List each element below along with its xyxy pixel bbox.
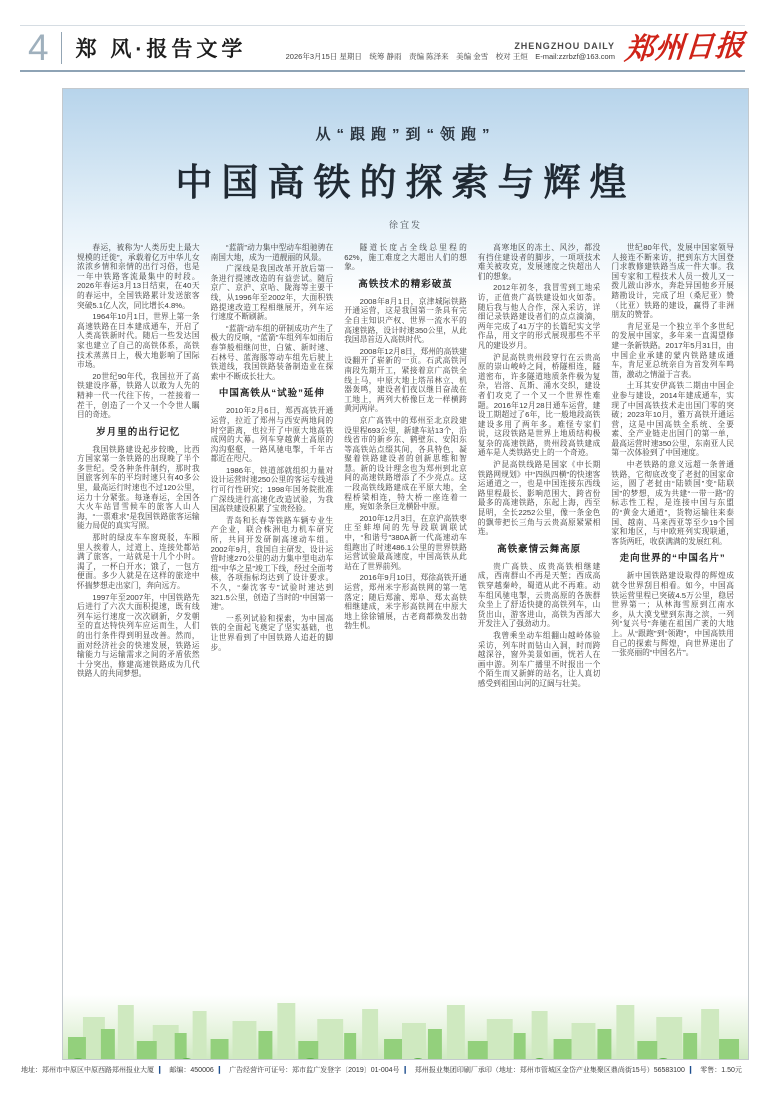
body-paragraph: 京广高铁中的郑州至北京段建设里程693公里，新建车站13个，沿线省市的新乡东、鹤壁东、安阳东等高铁站点缀其间，各具特色，凝聚着铁路建设者的创新思维和智慧。新的设计理念也为郑州到北京间的高速铁路增添了不少亮点。这一段高铁线路建成在平原大地，全程桥梁相连，特大桥一座连着一座，宛如条条巨龙横卧中原。 [344, 415, 467, 512]
article-column [478, 243, 601, 981]
paper-name-en: ZHENGZHOU DAILY [514, 40, 615, 51]
body-paragraph: 那时的绿皮车车窗斑驳，车厢里人挨着人，过道上、连接处都站满了旅客，一站就是十几个小时。渴了，一杯白开水；饿了，一包方便面。多少人就是在这样的旅途中怀揣梦想走出家门，奔向远方。 [77, 533, 200, 590]
title-block [63, 89, 748, 237]
body-paragraph: 隧道长度占全线总里程的62%，施工难度之大超出人们的想象。 [344, 243, 467, 272]
article-column [611, 243, 734, 981]
date-staff-line: 2026年3月15日 星期日 统筹 静雨 责编 陈泽来 美编 金雪 校对 王烜 E-mail:zzrbzf@163.com [285, 51, 615, 61]
article-title: 中国高铁的探索与辉煌 [175, 162, 636, 203]
body-paragraph: 我国铁路建设起步较晚，比西方国家第一条铁路的出现晚了半个多世纪。受各种条件制约，那时我国旅客列车的平均时速只有40多公里，最高运行时速也不过120公里，运力十分紧张。每逢春运，全国各大火车站冒雪候车的旅客人山人海，“一票难求”是我国铁路旅客运输能力局促的真实写照。 [77, 444, 200, 531]
colophon [18, 1066, 743, 1076]
article-byline: 徐宜发 [388, 220, 422, 230]
body-paragraph: 1997年至2007年，中国铁路先后进行了六次大面积提速，既有线列车运行速度一次次刷新，夕发朝至的直达特快列车应运而生，人们的出行条件得到明显改善。然而，面对经济社会的快速发展，铁路运输能力与运输需求之间的矛盾依然十分突出，修建高速铁路成为几代铁路人的共同梦想。 [77, 592, 200, 679]
body-paragraph: 广深线是我国改革开放后第一条进行提速改造的有益尝试。随后京广、京沪、京哈、陇海等主要干线，从1996年至2002年，大面积铁路提速改造工程相继展开，列车运行速度不断刷新。 [210, 264, 334, 322]
section-heading: 中国高铁从“试验”延伸 [218, 388, 325, 400]
article-column [344, 243, 467, 981]
body-paragraph: 2008年8月1日，京津城际铁路开通运营，这是我国第一条具有完全自主知识产权、世界一流水平的高速铁路，设计时速350公里，从此我国昂首迈入高铁时代。 [344, 296, 467, 345]
city-skyline-illustration [63, 975, 748, 1060]
colophon-segment: 郑州报业集团印刷厂承印（地址：郑州市管城区金岱产业集聚区鼎尚街15号）56583100 [414, 1067, 685, 1074]
article-column [77, 243, 200, 981]
colophon-separator: ▎ [689, 1067, 696, 1074]
body-paragraph: 一系列试验和探索，为中国高铁的全面起飞奠定了坚实基础，也让世界看到了中国铁路人追赶的脚步。 [210, 613, 334, 652]
body-paragraph: “蓝箭”动力集中型动车组驰骋在南国大地，成为一道靓丽的风景。 [210, 243, 334, 262]
article-columns [63, 237, 748, 981]
body-paragraph: 贵广高铁、成贵高铁相继建成，西南群山不再是天堑；西成高铁穿越秦岭，蜀道从此不再难。动车组风驰电掣，云贵高原的各族群众坐上了舒适快捷的高铁列车，山货出山，游客进山，高铁为西部大开发注入了强劲动力。 [477, 561, 601, 629]
colophon-segment: 邮编：450006 [169, 1067, 214, 1074]
colophon-segment: 广告经营许可证号：郑市监广发登字〔2019〕01-004号 [229, 1067, 400, 1074]
body-paragraph: 我曾乘坐动车组翻山越岭体验采访，列车时而钻山入洞，时而跨越深谷，窗外美景如画，恍若人在画中游。列车广播里不时报出一个个陌生而又新鲜的站名，让人真切感受到祖国山河的辽阔与壮美。 [477, 630, 601, 688]
body-paragraph: 2008年12月8日，郑州的高铁建设翻开了崭新的一页。石武高铁河南段先期开工，紧接着京广高铁全线上马，中原大地上塔吊林立、机器轰鸣，建设者们夜以继日奋战在工地上，两列大桥像巨龙一样横跨黄河两岸。 [344, 346, 467, 414]
colophon-separator: ▎ [159, 1067, 165, 1074]
body-paragraph: 2010年2月6日，郑西高铁开通运营，拉近了郑州与西安两地间的时空距离，也拉开了中原大地高铁成网的大幕。列车穿越黄土高原的沟沟壑壑，一路风驰电掣，千年古都近在咫尺。 [210, 406, 334, 464]
colophon-separator: ▎ [218, 1067, 225, 1074]
body-paragraph: 沪昆高铁贵州段穿行在云贵高原的崇山峻岭之间，桥隧相连，隧道密布，许多隧道地质条件极为复杂，岩溶、瓦斯、涌水交织，建设者们攻克了一个又一个世界性难题。2016年12月28日通车运营，建设工期超过了6年，比一般地段高铁建设多用了两年多。难怪专家们说，这段铁路是世界上地质结构极复杂的高速铁路，贵州段高铁建成通车是人类铁路史上的一个奇迹。 [477, 352, 601, 458]
colophon-separator: ▎ [404, 1067, 410, 1074]
body-paragraph: 新中国铁路建设取得的辉煌成就令世界刮目相看。如今，中国高铁运营里程已突破4.5万公里，稳居世界第一；从林海雪原到江南水乡，从大漠戈壁到东海之滨，一列列“复兴号”奔驰在祖国广袤的大地上。从“跟跑”到“领跑”，中国高铁用自己的探索与辉煌，向世界递出了一张亮丽的“中国名片”。 [611, 571, 734, 658]
article-column [211, 243, 334, 981]
body-paragraph: 1986年，铁道部就组织力量对设计运营时速250公里的客运专线进行可行性研究；1998年国务院批准广深线进行高速化改造试验，为我国高铁建设积累了宝贵经验。 [210, 465, 334, 514]
article-frame [62, 88, 749, 1060]
article-kicker: 从“跟跑”到“领跑” [315, 126, 496, 143]
page-number: 4 [28, 27, 49, 68]
section-heading: 高铁豪情云舞高原 [497, 543, 582, 555]
section-title: 郑 风·报告文学 [75, 38, 247, 61]
section-heading: 高铁技术的精彩破茧 [358, 278, 453, 290]
colophon-segment: 地址：郑州市中原区中原西路郑州报业大厦 [21, 1067, 154, 1074]
paper-logo: 郑州日报 [623, 27, 747, 66]
body-paragraph: “蓝箭”动车组的研制成功产生了极大的反响，“蓝箭”车组列车如雨后春笋般相继问世，白鲨、新时速、石林号、蓝海豚等动车组先后驶上铁道线，我国铁路装备制造业在探索中不断成长壮大。 [210, 323, 334, 381]
body-paragraph: 世纪80年代，发展中国家领导人接连不断来访，把到东方大国登门求教修建铁路当成一件大事。我国专家和工程技术人员一拨儿又一拨儿跋山涉水，奔赴异国他乡开展踏勘设计，完成了坦（桑尼亚）赞（比亚）铁路的建设，赢得了非洲朋友的赞誉。 [611, 243, 734, 320]
body-paragraph: 高寒地区的冻土、风沙，都没有挡住建设者的脚步，一项项技术难关被攻克，发展速度之快超出人们的想象。 [477, 243, 601, 281]
body-paragraph: 20世纪90年代，我国拉开了高铁建设序幕，铁路人以敢为人先的精神一代一代往下传，一茬接着一茬干，创造了一个又一个令世人瞩目的奇迹。 [77, 371, 200, 420]
body-paragraph: 1964年10月1日，世界上第一条高速铁路在日本建成通车，开启了人类高铁新时代。随后一些发达国家也建立了自己的高铁体系，高铁技术蒸蒸日上，极大地影响了国际市场。 [77, 312, 200, 370]
section-heading: 岁月里的出行记忆 [96, 426, 181, 438]
body-paragraph: 土耳其安伊高铁二期由中国企业参与建设，2014年建成通车，实现了中国高铁技术走出国门零的突破；2023年10月，雅万高铁开通运营，这是中国高铁全系统、全要素、全产业链走出国门的第一单，最高运营时速350公里，东南亚人民第一次体验到了中国速度。 [611, 381, 734, 458]
body-paragraph: 青岛和长春等铁路车辆专业生产企业，联合株洲电力机车研究所，共同开发研制高速动车组。2002年9月，我国自主研发、设计运营时速270公里的动力集中型电动车组“中华之星”竣工下线，经过全面考核，各项指标均达到了设计要求。不久，“秦沈客专”试验时速达到321.5公里，创造了当时的“中国第一速”。 [210, 515, 334, 612]
body-paragraph: 2012年初冬，我冒雪到工地采访，正值贵广高铁建设如火如荼。随后我与他人合作，深入采访，详细记录铁路建设者们的点点滴滴，两年完成了41万字的长篇纪实文学作品，用文字的形式展现那些不平凡的建设岁月。 [477, 283, 601, 350]
body-paragraph: 春运，被称为“人类历史上最大规模的迁徙”，承载着亿万中华儿女浓浓乡情和亲情的出行习俗，也是一年中铁路客流最集中的时段。2026年春运3月13日结束，在40天的春运中，全国铁路累计发送旅客突破5.1亿人次，同比增长4.8%。 [77, 243, 200, 310]
body-paragraph: 2016年9月10日，郑徐高铁开通运营，郑州米字形高铁网的第一笔落定；随后郑渝、郑阜、郑太高铁相继建成，米字形高铁网在中原大地上徐徐铺展，古老商都焕发出勃勃生机。 [344, 573, 467, 631]
body-paragraph: 沪昆高铁线路是国家《中长期铁路网规划》中“四纵四横”的快速客运通道之一，也是中国连接东西线路里程最长、影响范围大、跨省份最多的高速铁路，东起上海，西至昆明，全长2252公里，像一条金色的飘带把长三角与云贵高原紧紧相连。 [477, 460, 601, 537]
masthead [20, 25, 745, 72]
section-heading: 走向世界的“中国名片” [619, 553, 726, 565]
body-paragraph: 2010年12月3日，在京沪高铁枣庄至蚌埠间的先导段联调联试中，“和谐号”380A新一代高速动车组跑出了时速486.1公里的世界铁路运营试验最高速度，中国高铁从此站在了世界前列。 [344, 513, 467, 571]
colophon-segment: 零售：1.50元 [700, 1067, 742, 1074]
body-paragraph: 肯尼亚是一个独立半个多世纪的发展中国家，多年来一直渴望修建一条新铁路。2017年5月31日，由中国企业承建的蒙内铁路建成通车，肯尼亚总统亲自为首发列车鸣笛，激动之情溢于言表。 [611, 321, 734, 379]
body-paragraph: 中老铁路的意义远超一条普通铁路，它彻底改变了老挝的国家命运，圆了老挝由“陆锁国”变“陆联国”的梦想，成为共建“一带一路”的标志性工程，是连接中国与东盟的“黄金大通道”，货物运输往来泰国、越南、马来西亚等至少19个国家和地区，与中欧班列实现联通，客货两旺，收获满满的发展红利。 [611, 460, 734, 546]
